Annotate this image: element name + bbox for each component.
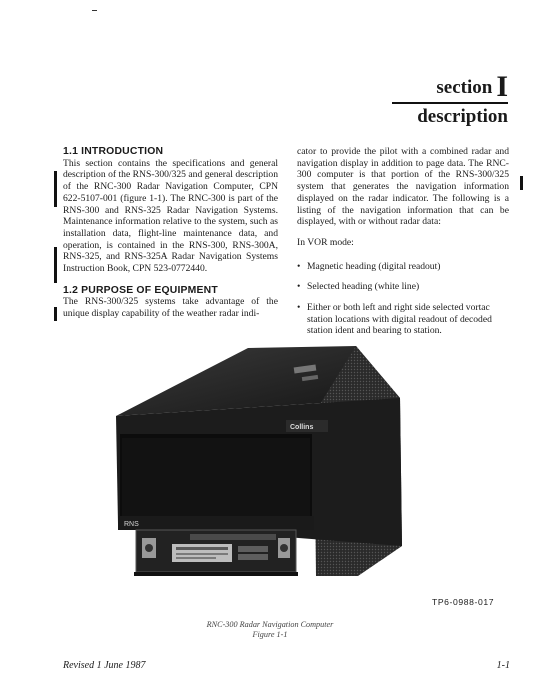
- section-heading: [392, 70, 508, 127]
- list-item-text: Selected heading (white line): [307, 281, 420, 293]
- change-bar: [54, 307, 57, 321]
- continuation-paragraph: cator to provide the pilot with a combined radar and navigation display in addition to page data. The RNC-300 computer is that portion of the RNS-300/325 system that generates the navigation information displayed on the radar indicator. The following is a listing of the navigation information that can be displayed, with or without radar data:: [297, 146, 509, 228]
- list-item: [297, 261, 509, 273]
- photo-code: TP6-0988-017: [432, 597, 495, 607]
- change-bar: [520, 176, 523, 190]
- heading-purpose: 1.2 PURPOSE OF EQUIPMENT: [63, 284, 218, 296]
- mode-label: In VOR mode:: [297, 236, 354, 248]
- unit-label: RNS: [124, 521, 139, 528]
- bullet-list: [297, 261, 509, 338]
- figure-caption-number: Figure 1-1: [252, 630, 288, 639]
- brand-label: Collins: [290, 424, 314, 431]
- heading-introduction: 1.1 INTRODUCTION: [63, 146, 164, 157]
- change-bar: [54, 171, 57, 207]
- left-column: [63, 146, 278, 320]
- purpose-paragraph: The RNS-300/325 systems take advantage of the unique display capability of the weather radar indi-: [63, 296, 278, 320]
- navigation-computer-photo: [98, 338, 428, 588]
- section-rule: [392, 102, 508, 104]
- section-numeral: I: [496, 70, 508, 103]
- section-title: description: [417, 106, 508, 127]
- change-bar: [54, 247, 57, 283]
- stray-mark: [92, 10, 97, 11]
- intro-paragraph: This section contains the specifications and general description of the RNS-300/325 and general description of the RNC-300 Radar Navigation Computer, CPN 622-5107-001 (figure 1-1). The RNC-300 is part of the RNS-300 and RNS-325 Radar Navigation Systems. Maintenance information relative to the system, such as installation data, flight-line maintenance data, and operation, is contained in the RNS-300, RNS-300A, RNS-325, and RNS-325A Radar Navigation Systems Instruction Book, CPN 523-0772440.: [63, 157, 278, 275]
- list-item: [297, 281, 509, 293]
- list-item: [297, 302, 509, 337]
- revision-date: Revised 1 June 1987: [63, 660, 146, 671]
- section-label: [392, 70, 508, 103]
- page-number: 1-1: [496, 660, 510, 671]
- bullet-icon: •: [297, 281, 301, 293]
- list-item-text: Magnetic heading (digital readout): [307, 260, 441, 272]
- right-column: [297, 146, 509, 346]
- figure-caption-title: RNC-300 Radar Navigation Computer: [206, 620, 334, 629]
- list-item-text: Either or both left and right side selected vortac station locations with digital readout of decoded station ident and bearing to station.: [307, 302, 492, 337]
- bullet-icon: •: [297, 260, 301, 272]
- section-word: section: [436, 77, 493, 98]
- bullet-icon: •: [297, 302, 301, 314]
